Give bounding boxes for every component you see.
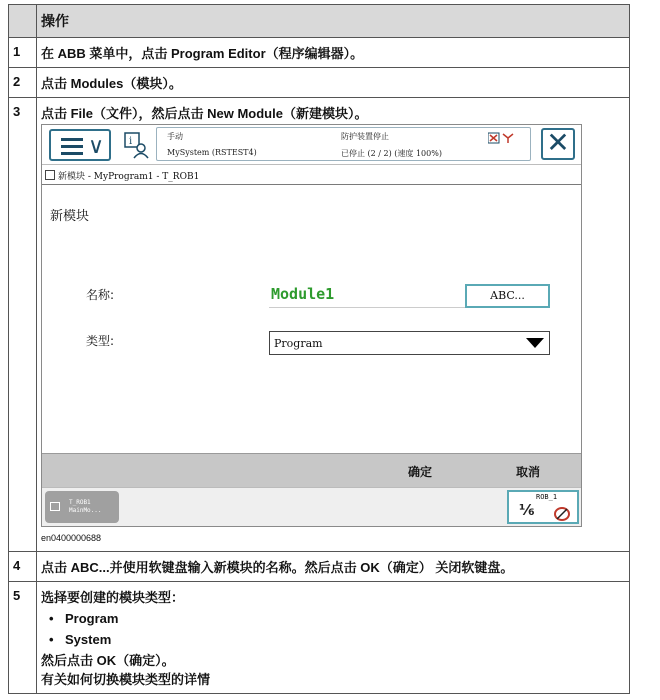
form-title: 新模块 xyxy=(50,209,90,224)
status-guard-stop: 防护装置停止 xyxy=(341,132,389,141)
top-bar xyxy=(42,125,581,165)
step-number: 4 xyxy=(9,552,37,582)
step-cell xyxy=(37,98,630,552)
header-title: 操作 xyxy=(37,5,630,38)
status-mode: 手动 xyxy=(167,132,183,141)
module-icon xyxy=(45,170,55,180)
task-line-2: MainMo... xyxy=(69,507,102,514)
status-system: MySystem (RSTEST4) xyxy=(167,148,257,157)
motor-status-icon xyxy=(488,132,516,144)
quickset-button[interactable] xyxy=(507,490,579,524)
header-number-cell xyxy=(9,5,37,38)
table-row xyxy=(9,38,630,68)
step-text-more: 有关如何切换模块类型的详情 xyxy=(41,672,211,687)
robot-label: ROB_1 xyxy=(536,493,558,501)
step-number: 1 xyxy=(9,38,37,68)
task-line-1: T_ROB1 xyxy=(69,499,91,506)
operator-window-icon[interactable] xyxy=(124,131,150,159)
steps-table xyxy=(8,4,630,694)
list-item: • System xyxy=(41,629,625,650)
step-text-after: 然后点击 OK（确定）。 xyxy=(41,653,175,668)
breadcrumb-text: 新模块 - MyProgram1 - T_ROB1 xyxy=(58,172,200,182)
step-text: 点击 ABC...并使用软键盘输入新模块的名称。然后点击 OK（确定） 关闭软键盘。 xyxy=(37,552,630,582)
type-label: 类型: xyxy=(86,334,115,348)
divider xyxy=(42,184,581,185)
close-button[interactable] xyxy=(541,128,575,160)
list-item: • Program xyxy=(41,608,625,629)
table-row xyxy=(9,68,630,98)
taskbar-item-program-editor[interactable] xyxy=(45,491,119,523)
module-name-field[interactable]: Module1 xyxy=(269,282,465,308)
module-type-select[interactable] xyxy=(269,331,550,355)
module-type-value: Program xyxy=(274,337,323,350)
svg-text:i: i xyxy=(129,136,133,147)
step-text: 在 ABB 菜单中，点击 Program Editor（程序编辑器）。 xyxy=(37,38,630,68)
chevron-down-icon: ∨ xyxy=(88,134,105,159)
abc-button[interactable]: ABC... xyxy=(465,284,550,308)
mechanical-unit-fraction: ⅙ xyxy=(519,501,535,519)
step-number: 5 xyxy=(9,582,37,694)
abb-menu-button[interactable] xyxy=(49,129,111,161)
table-row xyxy=(9,582,630,694)
status-bar[interactable] xyxy=(156,127,531,161)
close-icon: ✕ xyxy=(546,126,570,159)
action-bar xyxy=(42,453,581,487)
step-cell xyxy=(37,582,630,694)
step-text: 点击 File（文件），然后点击 New Module（新建模块）。 xyxy=(41,106,368,121)
step-number: 3 xyxy=(9,98,37,552)
status-state: 已停止 (2 / 2) (速度 100%) xyxy=(341,149,442,158)
speed-icon xyxy=(553,505,571,521)
module-type-options xyxy=(41,608,625,650)
table-row xyxy=(9,552,630,582)
cancel-button[interactable]: 取消 xyxy=(516,465,541,479)
flexpendant-screen xyxy=(41,124,582,527)
table-row xyxy=(9,98,630,552)
name-label: 名称: xyxy=(86,288,115,302)
dropdown-arrow-icon xyxy=(526,338,544,348)
program-editor-icon xyxy=(50,502,60,511)
step-text: 点击 Modules（模块）。 xyxy=(37,68,630,98)
table-header-row xyxy=(9,5,630,38)
ok-button[interactable]: 确定 xyxy=(408,465,433,479)
step-number: 2 xyxy=(9,68,37,98)
breadcrumb xyxy=(45,169,199,182)
hamburger-icon xyxy=(61,138,83,154)
step-text: 选择要创建的模块类型： xyxy=(41,590,185,605)
figure-caption: en0400000688 xyxy=(41,533,102,543)
taskbar xyxy=(42,487,581,526)
